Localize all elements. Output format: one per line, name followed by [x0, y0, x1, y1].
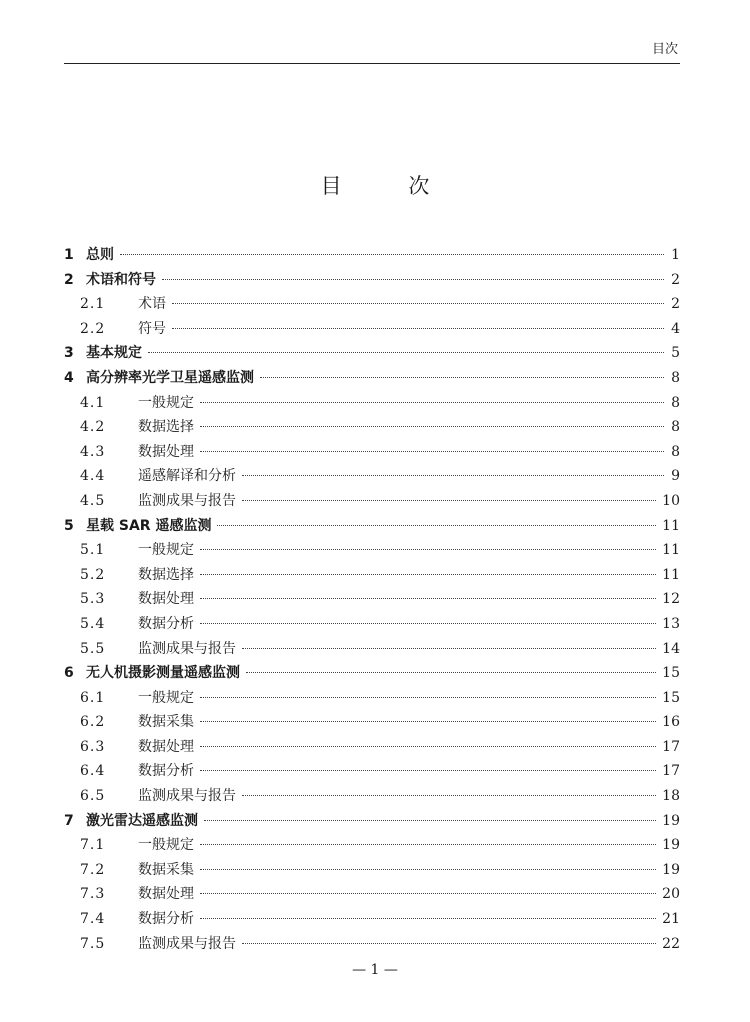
- toc-entry-title: 数据采集: [138, 861, 194, 878]
- dot-leader: [200, 451, 664, 452]
- toc-entry-page: 19: [662, 861, 680, 878]
- toc-entry-number: 6.4: [80, 763, 106, 780]
- toc-entry-number: 5.1: [80, 542, 106, 559]
- toc-entry-number: 6: [64, 665, 74, 682]
- toc-entry-number: 2.1: [80, 296, 106, 313]
- toc-entry[interactable]: [64, 612, 680, 637]
- toc-entry-number: 5.3: [80, 591, 106, 608]
- toc-entry-number: 2: [64, 271, 74, 288]
- dot-leader: [200, 402, 664, 403]
- toc-entry[interactable]: [64, 809, 680, 834]
- toc-entry-number: 7.3: [80, 886, 106, 903]
- toc-entry-number: 6.3: [80, 738, 106, 755]
- toc-entry-page: 2: [671, 271, 680, 288]
- toc-entry[interactable]: [64, 489, 680, 514]
- toc-entry-page: 1: [671, 247, 680, 263]
- toc-entry[interactable]: [64, 366, 680, 391]
- toc-entry-title: 数据处理: [138, 886, 194, 903]
- toc-entry-number: 5: [64, 517, 74, 534]
- toc-entry[interactable]: [64, 317, 680, 342]
- toc-entry-title: 术语和符号: [86, 271, 156, 288]
- toc-entry-title: 监测成果与报告: [138, 640, 236, 657]
- toc-entry-page: 10: [662, 492, 680, 509]
- toc-entry[interactable]: [64, 464, 680, 489]
- dot-leader: [200, 598, 656, 599]
- dot-leader: [172, 328, 664, 329]
- toc-entry[interactable]: [64, 538, 680, 563]
- toc-entry-title: 一般规定: [138, 837, 194, 854]
- toc-entry-title: 数据选择: [138, 419, 194, 436]
- toc-entry-title: 一般规定: [138, 542, 194, 559]
- toc-entry[interactable]: [64, 587, 680, 612]
- toc-entry-title: 一般规定: [138, 689, 194, 706]
- toc-entry-title: 激光雷达遥感监测: [86, 812, 198, 829]
- toc-entry-page: 15: [662, 665, 680, 682]
- toc-entry-title: 术语: [138, 296, 166, 313]
- dot-leader: [200, 549, 656, 550]
- dot-leader: [162, 279, 664, 280]
- toc-entry-number: 7.4: [80, 911, 106, 928]
- toc-entry[interactable]: [64, 563, 680, 588]
- toc-entry[interactable]: [64, 341, 680, 366]
- toc-entry[interactable]: [64, 440, 680, 465]
- running-header: 目次: [651, 42, 678, 57]
- dot-leader: [204, 820, 656, 821]
- toc-entry-page: 11: [662, 542, 680, 559]
- toc-entry-number: 4.4: [80, 468, 106, 485]
- toc-entry-page: 16: [662, 714, 680, 731]
- toc-entry-title: 无人机摄影测量遥感监测: [86, 665, 240, 682]
- page-number: — 1 —: [352, 962, 398, 978]
- toc-entry-page: 22: [662, 935, 680, 952]
- toc-entry-page: 5: [671, 345, 680, 362]
- toc-entry[interactable]: [64, 735, 680, 760]
- toc-entry-page: 20: [662, 886, 680, 903]
- toc-entry[interactable]: [64, 907, 680, 932]
- toc-entry-number: 7.1: [80, 837, 106, 854]
- dot-leader: [200, 721, 656, 722]
- dot-leader: [217, 525, 656, 526]
- toc-entry[interactable]: [64, 391, 680, 416]
- toc-entry-page: 17: [662, 738, 680, 755]
- toc-entry-number: 4.3: [80, 443, 106, 460]
- toc-entry-title: 一般规定: [138, 394, 194, 411]
- toc-entry-page: 2: [671, 296, 680, 313]
- dot-leader: [200, 770, 656, 771]
- toc-entry-number: 4: [64, 369, 74, 386]
- toc-entry[interactable]: [64, 637, 680, 662]
- toc-entry-page: 4: [671, 320, 680, 337]
- toc-entry[interactable]: [64, 243, 680, 268]
- toc-entry-number: 5.5: [80, 640, 106, 657]
- toc-entry-page: 13: [662, 615, 680, 632]
- table-of-contents: [64, 243, 680, 956]
- toc-entry-title: 数据分析: [138, 763, 194, 780]
- toc-entry[interactable]: [64, 661, 680, 686]
- toc-entry-page: 8: [671, 419, 680, 436]
- toc-entry-page: 21: [662, 911, 680, 928]
- toc-entry-number: 5.2: [80, 566, 106, 583]
- toc-entry-number: 4.1: [80, 394, 106, 411]
- toc-entry-title: 高分辨率光学卫星遥感监测: [86, 369, 254, 386]
- toc-entry-title: 遥感解译和分析: [138, 468, 236, 485]
- toc-entry-title: 数据选择: [138, 566, 194, 583]
- toc-entry-number: 7.5: [80, 935, 106, 952]
- dot-leader: [246, 672, 656, 673]
- toc-entry-number: 6.1: [80, 689, 106, 706]
- toc-entry-title: 数据分析: [138, 911, 194, 928]
- dot-leader: [260, 377, 664, 378]
- toc-entry-number: 6.2: [80, 714, 106, 731]
- dot-leader: [200, 844, 656, 845]
- dot-leader: [200, 893, 656, 894]
- toc-entry-number: 7.2: [80, 861, 106, 878]
- dot-leader: [242, 500, 656, 501]
- toc-entry-page: 9: [671, 468, 680, 485]
- toc-entry-title: 符号: [138, 320, 166, 337]
- toc-entry-title: 数据采集: [138, 714, 194, 731]
- dot-leader: [200, 623, 656, 624]
- toc-entry[interactable]: [64, 882, 680, 907]
- toc-entry-page: 8: [671, 394, 680, 411]
- toc-entry[interactable]: [64, 710, 680, 735]
- dot-leader: [148, 352, 664, 353]
- toc-entry-page: 11: [662, 566, 680, 583]
- toc-entry-page: 8: [671, 443, 680, 460]
- toc-entry-page: 18: [662, 788, 680, 805]
- toc-entry[interactable]: [64, 268, 680, 293]
- header-rule: [64, 63, 680, 64]
- toc-entry[interactable]: [64, 415, 680, 440]
- dot-leader: [242, 475, 664, 476]
- toc-entry-title: 数据处理: [138, 591, 194, 608]
- toc-entry[interactable]: [64, 514, 680, 539]
- toc-entry[interactable]: [64, 759, 680, 784]
- dot-leader: [200, 574, 656, 575]
- toc-entry-title: 基本规定: [86, 345, 142, 362]
- toc-entry[interactable]: [64, 833, 680, 858]
- toc-entry-title: 星载 SAR 遥感监测: [86, 517, 212, 534]
- dot-leader: [200, 697, 656, 698]
- toc-entry-page: 19: [662, 837, 680, 854]
- toc-entry-title: 数据处理: [138, 443, 194, 460]
- toc-entry-number: 4.5: [80, 492, 106, 509]
- toc-entry-title: 监测成果与报告: [138, 788, 236, 805]
- toc-entry-page: 11: [662, 517, 680, 534]
- toc-entry-title: 监测成果与报告: [138, 492, 236, 509]
- toc-entry[interactable]: [64, 292, 680, 317]
- dot-leader: [200, 918, 656, 919]
- toc-entry-page: 19: [662, 812, 680, 829]
- toc-entry[interactable]: [64, 932, 680, 957]
- toc-entry-number: 5.4: [80, 615, 106, 632]
- toc-entry-page: 17: [662, 763, 680, 780]
- toc-entry[interactable]: [64, 858, 680, 883]
- toc-entry[interactable]: [64, 686, 680, 711]
- toc-entry-number: 3: [64, 345, 74, 362]
- toc-entry-page: 15: [662, 689, 680, 706]
- toc-entry-title: 监测成果与报告: [138, 935, 236, 952]
- toc-entry-title: 数据处理: [138, 738, 194, 755]
- dot-leader: [242, 795, 656, 796]
- toc-entry-number: 7: [64, 812, 74, 829]
- toc-title: 目 次: [320, 174, 460, 198]
- dot-leader: [200, 426, 664, 427]
- toc-entry-number: 1: [64, 247, 74, 263]
- dot-leader: [200, 746, 656, 747]
- dot-leader: [242, 943, 656, 944]
- dot-leader: [172, 303, 664, 304]
- toc-entry-page: 8: [671, 369, 680, 386]
- toc-entry[interactable]: [64, 784, 680, 809]
- dot-leader: [242, 648, 656, 649]
- toc-entry-title: 数据分析: [138, 615, 194, 632]
- toc-entry-page: 12: [662, 591, 680, 608]
- dot-leader: [200, 869, 656, 870]
- toc-entry-number: 4.2: [80, 419, 106, 436]
- toc-entry-title: 总则: [86, 247, 114, 263]
- toc-entry-number: 6.5: [80, 788, 106, 805]
- dot-leader: [120, 254, 664, 255]
- toc-entry-number: 2.2: [80, 320, 106, 337]
- toc-entry-page: 14: [662, 640, 680, 657]
